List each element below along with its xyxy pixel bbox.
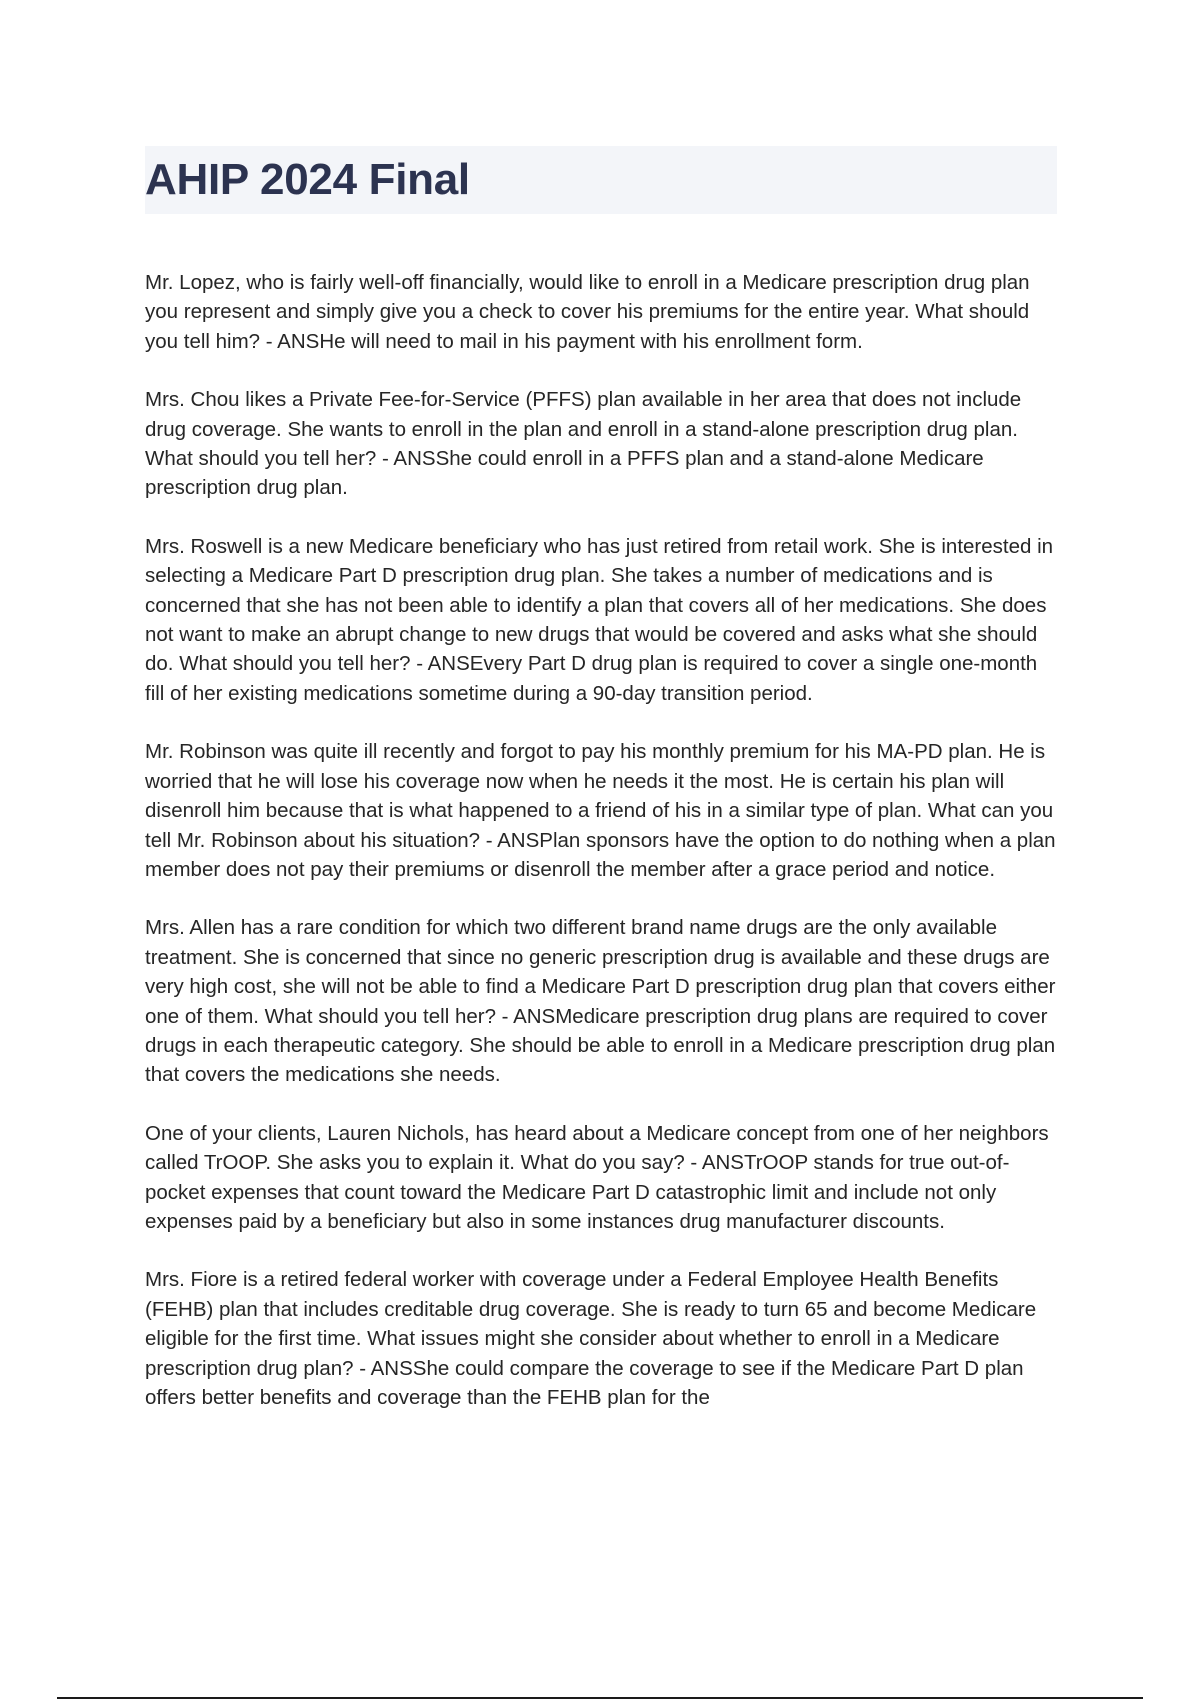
qa-entry-nichols: One of your clients, Lauren Nichols, has heard about a Medicare concept from one of her neighbors called TrOOP. She asks you to explain it. What do you say? - ANSTrOOP stands for true out-of-pocket expenses that count toward the Medicare Part D catastrophic limit and include not only expenses paid by a beneficiary but also in some instances drug manufacturer discounts.: [145, 1121, 1049, 1233]
qa-entry-allen: Mrs. Allen has a rare condition for which two different brand name drugs are the only available treatment. She is concerned that since no generic prescription drug is available and these drugs are very high cost, she will not be able to find a Medicare Part D prescription drug plan that covers either one of them. What should you tell her? - ANSMedicare prescription drug plans are required to cover drugs in each therapeutic category. She should be able to enroll in a Medicare prescription drug plan that covers the medications she needs.: [145, 916, 1056, 1087]
qa-entry-robinson: Mr. Robinson was quite ill recently and forgot to pay his monthly premium for his MA-PD plan. He is worried that he will lose his coverage now when he needs it the most. He is certain his plan will disenroll him because that is what happened to a friend of his in a similar type of plan. What can you tell Mr. Robinson about his situation? - ANSPlan sponsors have the option to do nothing when a plan member does not pay their premiums or disenroll the member after a grace period and notice.: [145, 740, 1056, 881]
qa-entry-chou: Mrs. Chou likes a Private Fee-for-Service (PFFS) plan available in her area that does not include drug coverage. She wants to enroll in the plan and enroll in a stand-alone prescription drug plan. What should you tell her? - ANSShe could enroll in a PFFS plan and a stand-alone Medicare prescription drug plan.: [145, 388, 1022, 500]
qa-entry-roswell: Mrs. Roswell is a new Medicare beneficiary who has just retired from retail work. She is interested in selecting a Medicare Part D prescription drug plan. She takes a number of medications and is concerned that she has not been able to identify a plan that covers all of her medications. She does not want to make an abrupt change to new drugs that would be covered and asks what she should do. What should you tell her? - ANSEvery Part D drug plan is required to cover a single one-month fill of her existing medications sometime during a 90-day transition period.: [145, 534, 1054, 705]
page-title: AHIP 2024 Final: [145, 155, 470, 204]
footer-divider: [57, 1697, 1143, 1699]
qa-entry-lopez: Mr. Lopez, who is fairly well-off financially, would like to enroll in a Medicare prescription drug plan you represent and simply give you a check to cover his premiums for the entire year. What should you tell him? - ANSHe will need to mail in his payment with his enrollment form.: [145, 271, 1030, 353]
qa-entry-fiore: Mrs. Fiore is a retired federal worker with coverage under a Federal Employee Health Benefits (FEHB) plan that includes creditable drug coverage. She is ready to turn 65 and become Medicare eligible for the first time. What issues might she consider about whether to enroll in a Medicare prescription drug plan? - ANSShe could compare the coverage to see if the Medicare Part D plan offers better benefits and coverage than the FEHB plan for the: [145, 1268, 1037, 1409]
qa-list: [145, 268, 1060, 1441]
